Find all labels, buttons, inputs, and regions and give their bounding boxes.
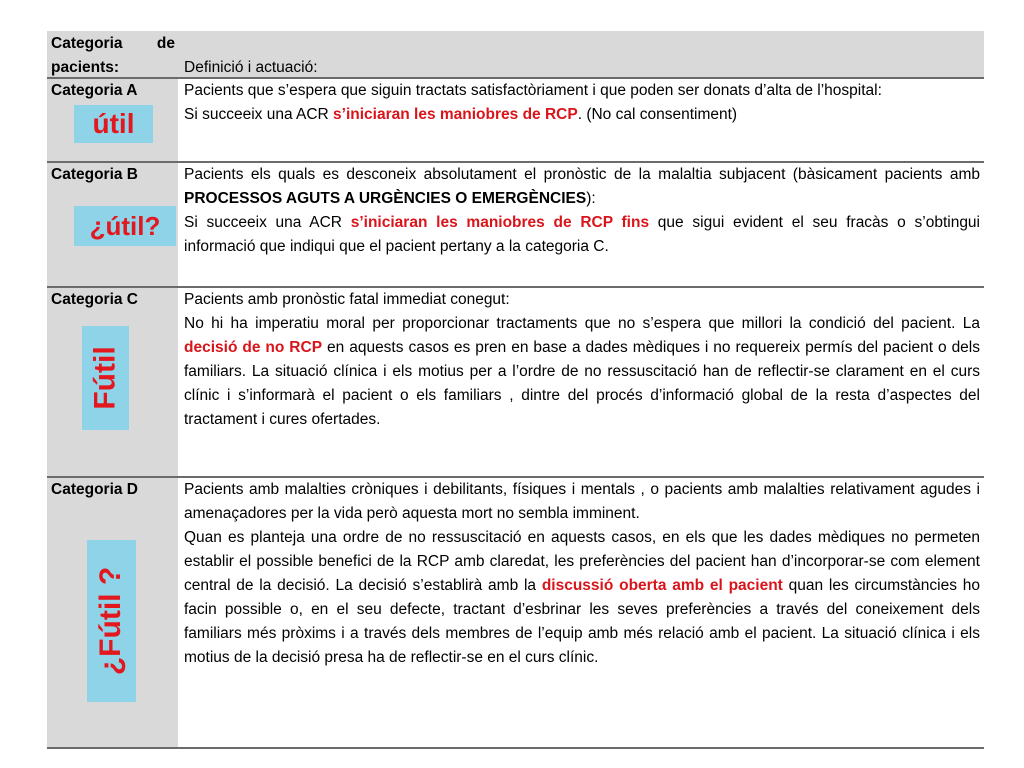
usefulness-tag bbox=[74, 105, 153, 143]
category-cell bbox=[47, 478, 178, 749]
definition-cell bbox=[178, 288, 984, 478]
category-label: Categoria B bbox=[51, 166, 138, 183]
category-label: Categoria D bbox=[51, 481, 138, 498]
definition-paragraph-end: quan les circumstàncies ho facin possible o, en el seu defecte, tractant d’esbrinar les seves preferències a través del coneixement dels familiars més pròxims i a través dels membres de l’equip amb més relació amb el pacient. La situació clínica i els motius de la decisió presa ha de reflectir-se en el curs clínic. bbox=[184, 577, 980, 666]
definition-cell bbox=[178, 478, 984, 749]
header-category-label: Categoria de pacients: bbox=[51, 35, 175, 76]
definition-paragraph: Si succeeix una ACR bbox=[184, 106, 334, 123]
usefulness-tag bbox=[87, 540, 136, 702]
row-divider bbox=[47, 747, 984, 749]
category-cell bbox=[47, 288, 178, 478]
definition-cell bbox=[178, 163, 984, 288]
emphasized-text: PROCESSOS AGUTS A URGÈNCIES O EMERGÈNCIES bbox=[184, 190, 587, 207]
definition-text bbox=[184, 288, 980, 432]
usefulness-tag-label: útil bbox=[92, 108, 135, 139]
usefulness-tag bbox=[82, 326, 129, 430]
category-cell bbox=[47, 163, 178, 288]
definition-paragraph: Si succeeix una ACR bbox=[184, 214, 351, 231]
definition-cell bbox=[178, 79, 984, 163]
header-definition-label: Definició i actuació: bbox=[184, 59, 318, 76]
definition-paragraph: Pacients els quals es desconeix absolutament el pronòstic de la malaltia subjacent (bàsicament pacients amb bbox=[184, 166, 980, 183]
definition-paragraph-end: ): bbox=[586, 190, 596, 207]
category-label: Categoria C bbox=[51, 291, 138, 308]
highlighted-action: s’iniciaran les maniobres de RCP bbox=[333, 106, 578, 123]
definition-paragraph: Pacients amb malalties cròniques i debilitants, físiques i mentals , o pacients amb malalties relativament agudes i amenaçadores per la vida però aquesta mort no sembla imminent. bbox=[184, 481, 980, 522]
definition-text bbox=[184, 79, 980, 127]
header-category-cell bbox=[47, 31, 178, 79]
table-row bbox=[47, 288, 984, 478]
highlighted-action: discussió oberta amb el pacient bbox=[541, 577, 783, 594]
table-row bbox=[47, 478, 984, 749]
table-row bbox=[47, 79, 984, 163]
definition-paragraph-end: en aquests casos es pren en base a dades mèdiques i no requereix permís del pacient o dels familiars. La situació clínica i els motius per a l’ordre de no ressuscitació han de reflectir-se clarament en el curs clínic i s’informarà el pacient o els familiars , dintre del procés d’informació global de la resta d’aspectes del tractament i cures ofertades. bbox=[184, 339, 980, 428]
definition-paragraph: Pacients que s’espera que siguin tractats satisfactòriament i que poden ser donats d’alta de l’hospital: bbox=[184, 82, 882, 99]
definition-paragraph: Pacients amb pronòstic fatal immediat conegut: bbox=[184, 291, 510, 308]
table-header-row bbox=[47, 31, 984, 79]
definition-paragraph: No hi ha imperatiu moral per proporcionar tractaments que no s’espera que millori la condició del pacient. La bbox=[184, 315, 980, 332]
usefulness-tag-label: Fútil bbox=[88, 346, 122, 410]
definition-text bbox=[184, 478, 980, 670]
categories-table bbox=[47, 31, 984, 749]
definition-paragraph-end: que sigui evident el seu fracàs o s’obtingui informació que indiqui que el pacient pertany a la categoria C. bbox=[184, 214, 980, 255]
usefulness-tag bbox=[74, 206, 176, 246]
category-cell bbox=[47, 79, 178, 163]
usefulness-tag-label: ¿Fútil ? bbox=[94, 566, 128, 676]
usefulness-tag-label: ¿útil? bbox=[89, 210, 161, 241]
highlighted-action: decisió de no RCP bbox=[184, 339, 323, 356]
table-row bbox=[47, 163, 984, 288]
definition-paragraph-end: . (No cal consentiment) bbox=[577, 106, 738, 123]
category-label: Categoria A bbox=[51, 82, 138, 99]
header-definition-cell bbox=[178, 31, 984, 79]
highlighted-action: s’iniciaran les maniobres de RCP fins bbox=[350, 214, 650, 231]
definition-paragraph: Quan es planteja una ordre de no ressuscitació en aquests casos, en els que les dades mèdiques no permeten establir el possible benefici de la RCP amb claredat, les preferències del pacient han d’incorporar-se com element central de la decisió. La decisió s’establirà amb la bbox=[184, 529, 980, 594]
definition-text bbox=[184, 163, 980, 259]
